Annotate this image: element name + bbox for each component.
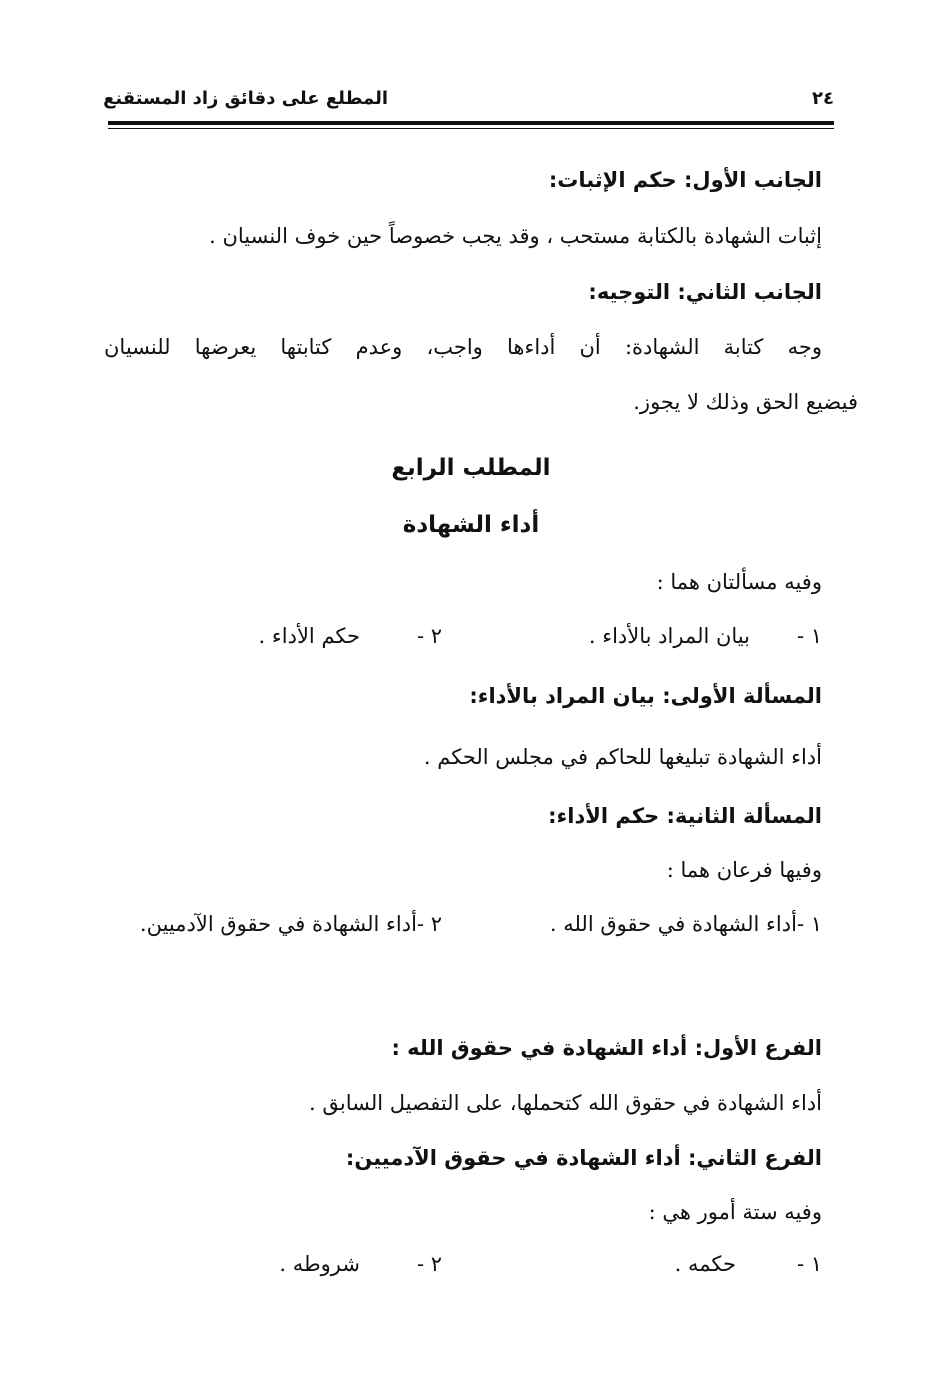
paragraph-definition: أداء الشهادة تبليغها للحاكم في مجلس الحكم . <box>423 745 822 769</box>
heading-second-aspect: الجانب الثاني: التوجيه: <box>588 280 822 304</box>
list-item-number: ١ - <box>796 624 822 648</box>
heading-first-issue: المسألة الأولى: بيان المراد بالأداء: <box>469 684 822 708</box>
intro-two-issues: وفيه مسألتان هما : <box>656 570 822 594</box>
list-item-text: حكم الأداء . <box>258 624 360 648</box>
intro-six-matters: وفيه ستة أمور هي : <box>648 1200 822 1224</box>
running-header <box>103 88 834 116</box>
header-rule-thick <box>108 121 834 125</box>
list-item-number: ٢ - <box>416 1252 442 1276</box>
list-item-number: ١ - <box>796 1252 822 1276</box>
page-number: ٢٤ <box>812 88 834 109</box>
list-item-text: حكمه . <box>674 1252 736 1276</box>
heading-second-issue: المسألة الثانية: حكم الأداء: <box>548 804 822 828</box>
paragraph-reasoning-line1: وجه كتابة الشهادة: أن أداءها واجب، وعدم كتابتها يعرضها للنسيان <box>104 335 822 359</box>
list-item-text: ١ -أداء الشهادة في حقوق الله . <box>549 912 822 936</box>
intro-two-branches: وفيها فرعان هما : <box>666 858 822 882</box>
header-rule-thin <box>108 128 834 129</box>
list-item-text: ٢ -أداء الشهادة في حقوق الآدميين. <box>139 912 442 936</box>
paragraph-first-branch: أداء الشهادة في حقوق الله كتحملها، على التفصيل السابق . <box>309 1091 822 1115</box>
heading-second-branch: الفرع الثاني: أداء الشهادة في حقوق الآدميين: <box>345 1146 822 1170</box>
heading-first-aspect: الجانب الأول: حكم الإثبات: <box>548 168 822 192</box>
list-item-number: ٢ - <box>416 624 442 648</box>
section-title: المطلب الرابع <box>391 455 551 481</box>
paragraph-proof: إثبات الشهادة بالكتابة مستحب ، وقد يجب خصوصاً حين خوف النسيان . <box>209 224 822 248</box>
book-title: المطلع على دقائق زاد المستقنع <box>103 88 388 109</box>
list-item-text: بيان المراد بالأداء . <box>588 624 750 648</box>
heading-first-branch: الفرع الأول: أداء الشهادة في حقوق الله : <box>391 1036 822 1060</box>
list-item-text: شروطه . <box>279 1252 360 1276</box>
paragraph-reasoning-line2: فيضيع الحق وذلك لا يجوز. <box>633 390 858 414</box>
section-subtitle: أداء الشهادة <box>402 512 540 538</box>
